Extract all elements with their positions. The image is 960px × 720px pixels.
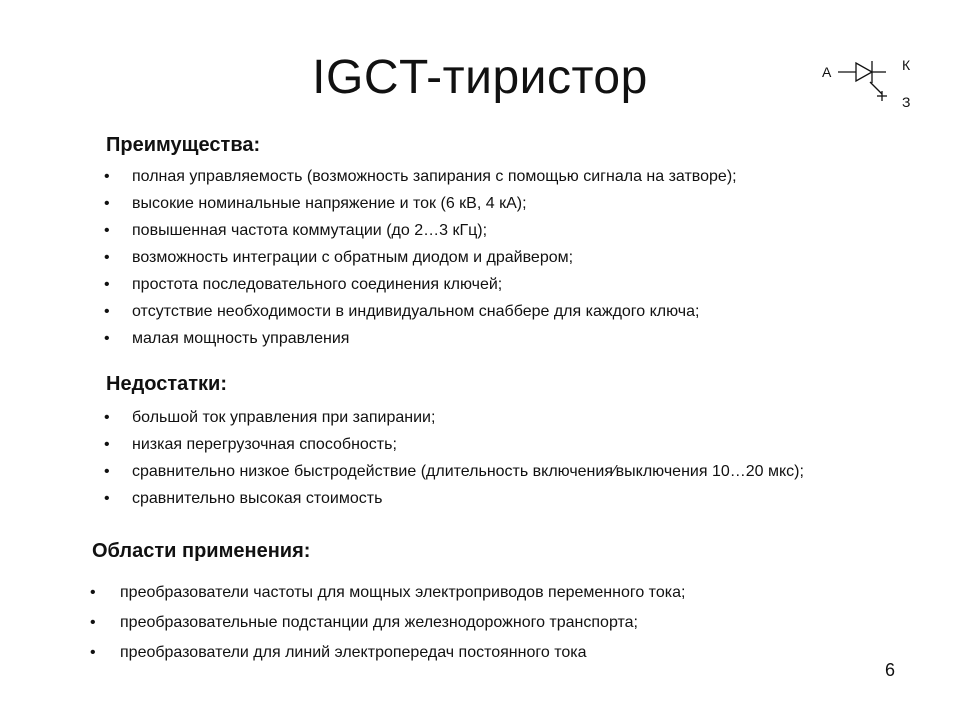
page-title: IGCT-тиристор bbox=[312, 51, 648, 104]
thyristor-diagram bbox=[818, 52, 918, 110]
cathode-label: К bbox=[902, 57, 911, 73]
disadvantages-heading: Недостатки: bbox=[106, 373, 228, 395]
applications-heading: Области применения: bbox=[92, 540, 311, 562]
page-number: 6 bbox=[885, 660, 896, 680]
gate-label: З bbox=[902, 94, 911, 110]
anode-label: А bbox=[822, 64, 832, 80]
igct-thyristor-symbol-icon bbox=[818, 52, 918, 110]
advantages-heading: Преимущества: bbox=[106, 134, 261, 156]
